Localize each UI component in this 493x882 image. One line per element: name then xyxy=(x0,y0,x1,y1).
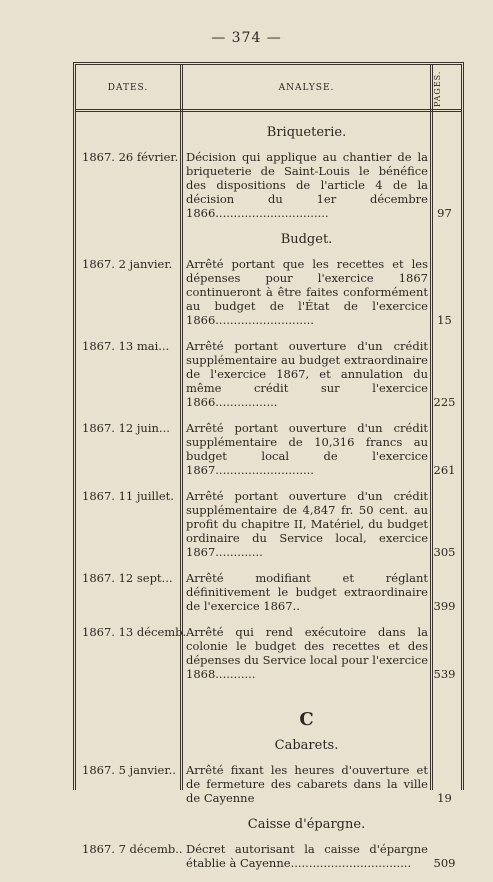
entry-text: Arrêté qui rend exécutoire dans la colonie le budget des recettes et des dépenses du Service local pour l'exercice 1868........... xyxy=(186,625,428,681)
entry-text: Arrêté modifiant et réglant définitivement le budget extraordinaire de l'exercice 1867.. xyxy=(186,571,428,613)
entry-page: 539 xyxy=(433,667,456,681)
index-table xyxy=(73,62,464,870)
table-row xyxy=(76,421,461,477)
entry-date: 1867. 12 juin... xyxy=(82,421,170,435)
entry-date: 1867. 2 janvier. xyxy=(82,257,173,271)
entry-page: 225 xyxy=(433,395,456,409)
section-title: Briqueterie. xyxy=(266,125,347,140)
header-dates: DATES. xyxy=(107,83,149,93)
section-title: Cabarets. xyxy=(274,738,339,753)
entry-page: 15 xyxy=(437,313,452,327)
entry-page: 399 xyxy=(433,599,456,613)
entry-date: 1867. 12 sept... xyxy=(82,571,173,585)
entry-text: Arrêté portant ouverture d'un crédit supplémentaire de 4,847 fr. 50 cent. au profit du chapitre II, Matériel, du budget ordinaire du Service local, exercice 1867............. xyxy=(186,489,428,559)
header-pages: PAGES. xyxy=(433,70,442,108)
section-title: Caisse d'épargne. xyxy=(247,817,366,832)
entry-text: Arrêté portant ouverture d'un crédit supplémentaire au budget extraordinaire de l'exercice 1867, et annulation du même crédit sur l'exercice 1866................. xyxy=(186,339,428,409)
entry-date: 1867. 13 décemb. xyxy=(82,625,187,639)
table-row xyxy=(76,489,461,559)
entry-text: Décision qui applique au chantier de la briqueterie de Saint-Louis le bénéfice des dispositions de l'article 4 de la décision du 1er décembre 1866............................... xyxy=(186,150,428,220)
entry-page: 261 xyxy=(433,463,456,477)
entry-page: 97 xyxy=(437,206,452,220)
table-row xyxy=(76,571,461,613)
section-letter: C xyxy=(299,709,314,730)
table-row xyxy=(76,339,461,409)
header-analyse: ANALYSE. xyxy=(278,83,335,93)
entry-page: 509 xyxy=(433,856,456,870)
header-rule xyxy=(76,109,461,112)
entry-date: 1867. 7 décemb.. xyxy=(82,842,183,856)
table-row xyxy=(76,842,461,870)
entry-date: 1867. 13 mai... xyxy=(82,339,170,353)
table-row xyxy=(76,150,461,220)
table-body xyxy=(76,117,461,882)
entry-text: Arrêté portant que les recettes et les dépenses pour l'exercice 1867 continueront à être faites conformément au budget de l'État de l'exercice 1866........................... xyxy=(186,257,428,327)
entry-text: Arrêté portant ouverture d'un crédit supplémentaire de 10,316 francs au budget local de l'exercice 1867........................... xyxy=(186,421,428,477)
entry-date: 1867. 26 février. xyxy=(82,150,179,164)
entry-date: 1867. 5 janvier.. xyxy=(82,763,176,777)
entry-text: Arrêté fixant les heures d'ouverture et de fermeture des cabarets dans la ville de Cayenne xyxy=(186,763,428,805)
table-row xyxy=(76,625,461,681)
section-title: Budget. xyxy=(280,232,333,247)
page-number: — 374 — xyxy=(211,30,282,46)
table-row xyxy=(76,257,461,327)
table-row xyxy=(76,763,461,805)
entry-page: 305 xyxy=(433,545,456,559)
entry-text: Décret autorisant la caisse d'épargne établie à Cayenne................................. xyxy=(186,842,428,870)
entry-page: 19 xyxy=(437,791,452,805)
entry-date: 1867. 11 juillet. xyxy=(82,489,174,503)
